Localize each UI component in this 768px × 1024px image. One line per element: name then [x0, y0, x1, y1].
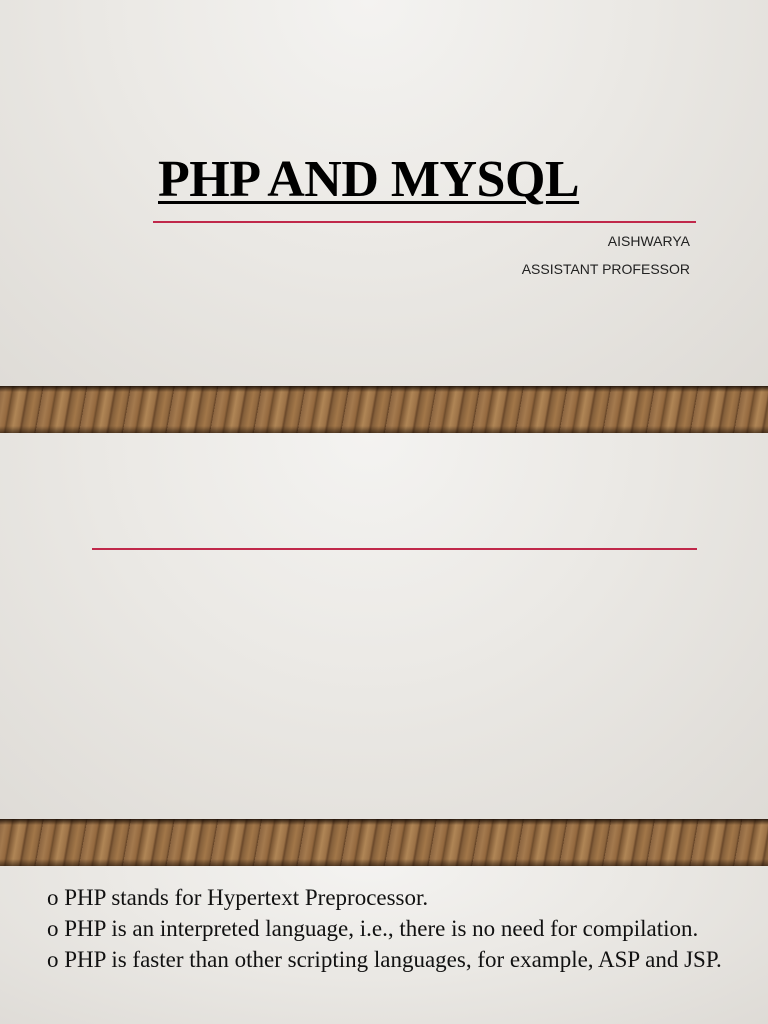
- slide-title: [0, 0, 768, 386]
- slide-separator-wood-floor: [0, 386, 768, 433]
- slide-1-title: PHP AND MYSQL: [158, 151, 580, 208]
- slide-3-bullet-list: [47, 882, 726, 975]
- author-name: AISHWARYA: [607, 233, 690, 249]
- list-item: o PHP stands for Hypertext Preprocessor.: [47, 885, 429, 910]
- slide-what-is-php: [0, 433, 768, 819]
- list-item: o PHP is an interpreted language, i.e., there is no need for compilation.: [47, 916, 699, 941]
- title-divider: [153, 221, 696, 223]
- slide-2-divider: [92, 548, 697, 550]
- list-item: o PHP is faster than other scripting languages, for example, ASP and JSP.: [47, 947, 722, 972]
- slide-separator-wood-floor: [0, 819, 768, 866]
- author-role: ASSISTANT PROFESSOR: [521, 261, 690, 277]
